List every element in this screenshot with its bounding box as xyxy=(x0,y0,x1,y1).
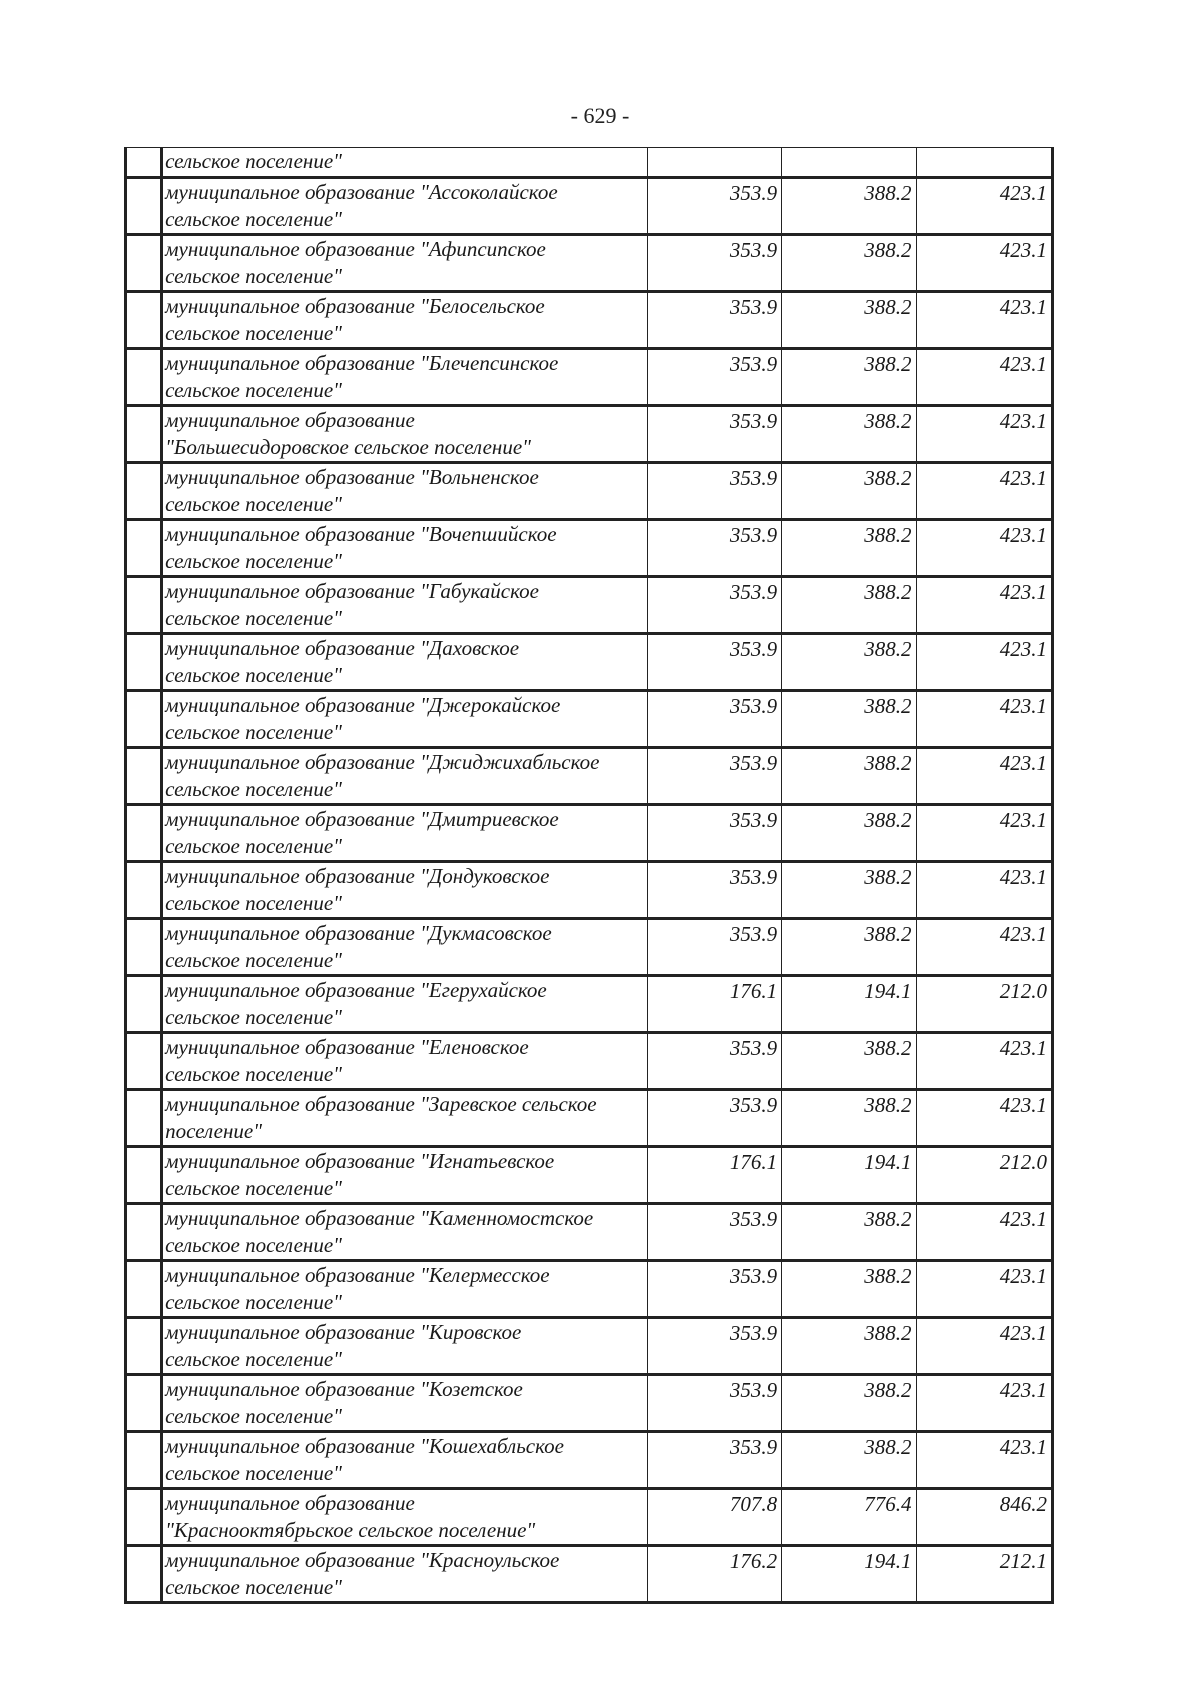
value-cell-3: 212.0 xyxy=(916,1147,1052,1204)
row-name-line: муниципальное образование "Келермесское xyxy=(165,1263,550,1287)
value-cell-1: 353.9 xyxy=(647,691,781,748)
value-cell-3: 423.1 xyxy=(916,577,1052,634)
row-name-line: сельское поселение" xyxy=(165,1347,342,1371)
row-name-cell xyxy=(162,463,648,520)
row-name-line: муниципальное образование "Дмитриевское xyxy=(165,807,559,831)
row-number-cell xyxy=(126,919,162,976)
value-cell-1: 353.9 xyxy=(647,1204,781,1261)
value-cell-3: 423.1 xyxy=(916,1090,1052,1147)
value-cell-1: 353.9 xyxy=(647,577,781,634)
row-number-cell xyxy=(126,1033,162,1090)
row-name-line: муниципальное образование "Афипсипское xyxy=(165,237,546,261)
value-cell-3: 423.1 xyxy=(916,1318,1052,1375)
row-name-line: муниципальное образование "Заревское сельское xyxy=(165,1092,597,1116)
row-number-cell xyxy=(126,178,162,235)
row-name-line: муниципальное образование "Еленовское xyxy=(165,1035,529,1059)
value-cell-2: 194.1 xyxy=(782,976,916,1033)
row-name-cell xyxy=(162,520,648,577)
row-name-line: сельское поселение" xyxy=(165,606,342,630)
value-cell-1: 353.9 xyxy=(647,1090,781,1147)
row-name-cell xyxy=(162,292,648,349)
row-name-line: сельское поселение" xyxy=(165,549,342,573)
value-cell-2 xyxy=(782,148,916,178)
row-name-cell xyxy=(162,349,648,406)
row-name-cell xyxy=(162,748,648,805)
value-cell-1: 353.9 xyxy=(647,748,781,805)
row-number-cell xyxy=(126,1261,162,1318)
value-cell-3: 423.1 xyxy=(916,1033,1052,1090)
table-row xyxy=(126,577,1053,634)
value-cell-2: 388.2 xyxy=(782,1432,916,1489)
value-cell-2: 194.1 xyxy=(782,1546,916,1603)
value-cell-1: 353.9 xyxy=(647,406,781,463)
row-name-line: муниципальное образование "Кошехабльское xyxy=(165,1434,564,1458)
row-name-line: сельское поселение" xyxy=(165,1176,342,1200)
table-row xyxy=(126,1033,1053,1090)
value-cell-2: 388.2 xyxy=(782,1375,916,1432)
row-name-line: сельское поселение" xyxy=(165,264,342,288)
table-row xyxy=(126,1489,1053,1546)
table-body xyxy=(126,148,1053,1603)
row-name-line: сельское поселение" xyxy=(165,663,342,687)
row-name-line: сельское поселение" xyxy=(165,1461,342,1485)
table-row xyxy=(126,178,1053,235)
row-name-cell xyxy=(162,235,648,292)
row-name-line: поселение" xyxy=(165,1119,263,1143)
value-cell-2: 388.2 xyxy=(782,1204,916,1261)
row-name-cell xyxy=(162,1489,648,1546)
table-row xyxy=(126,292,1053,349)
row-number-cell xyxy=(126,862,162,919)
row-number-cell xyxy=(126,1147,162,1204)
table-row xyxy=(126,406,1053,463)
row-name-line: муниципальное образование "Даховское xyxy=(165,636,520,660)
row-name-cell xyxy=(162,634,648,691)
value-cell-3: 423.1 xyxy=(916,235,1052,292)
value-cell-2: 388.2 xyxy=(782,1033,916,1090)
row-name-line: сельское поселение" xyxy=(165,149,342,173)
value-cell-2: 388.2 xyxy=(782,634,916,691)
row-name-line: сельское поселение" xyxy=(165,834,342,858)
row-number-cell xyxy=(126,1090,162,1147)
table-row xyxy=(126,463,1053,520)
value-cell-1: 176.1 xyxy=(647,1147,781,1204)
value-cell-2: 388.2 xyxy=(782,292,916,349)
row-name-line: муниципальное образование "Каменномостское xyxy=(165,1206,594,1230)
row-name-line: сельское поселение" xyxy=(165,1062,342,1086)
row-name-line: муниципальное образование "Красноульское xyxy=(165,1548,560,1572)
value-cell-1: 353.9 xyxy=(647,1318,781,1375)
table-row xyxy=(126,691,1053,748)
row-number-cell xyxy=(126,520,162,577)
value-cell-1: 353.9 xyxy=(647,178,781,235)
row-number-cell xyxy=(126,463,162,520)
row-name-line: муниципальное образование "Вольненское xyxy=(165,465,539,489)
value-cell-2: 194.1 xyxy=(782,1147,916,1204)
table-row xyxy=(126,1204,1053,1261)
value-cell-3: 423.1 xyxy=(916,634,1052,691)
value-cell-2: 388.2 xyxy=(782,805,916,862)
value-cell-3: 423.1 xyxy=(916,406,1052,463)
table-row xyxy=(126,919,1053,976)
row-name-cell xyxy=(162,1432,648,1489)
row-name-line: муниципальное образование "Блечепсинское xyxy=(165,351,559,375)
value-cell-1: 353.9 xyxy=(647,1432,781,1489)
value-cell-3: 423.1 xyxy=(916,178,1052,235)
value-cell-3: 423.1 xyxy=(916,1261,1052,1318)
value-cell-2: 388.2 xyxy=(782,349,916,406)
value-cell-1: 353.9 xyxy=(647,634,781,691)
row-name-line: муниципальное образование "Вочепшийское xyxy=(165,522,557,546)
row-name-cell xyxy=(162,148,648,178)
row-name-cell xyxy=(162,406,648,463)
value-cell-1: 353.9 xyxy=(647,919,781,976)
row-number-cell xyxy=(126,805,162,862)
value-cell-3: 423.1 xyxy=(916,520,1052,577)
table-row xyxy=(126,1090,1053,1147)
value-cell-3: 423.1 xyxy=(916,862,1052,919)
table-row xyxy=(126,1546,1053,1603)
row-number-cell xyxy=(126,1432,162,1489)
value-cell-1: 353.9 xyxy=(647,235,781,292)
row-number-cell xyxy=(126,292,162,349)
row-number-cell xyxy=(126,748,162,805)
value-cell-3: 423.1 xyxy=(916,691,1052,748)
row-name-cell xyxy=(162,1204,648,1261)
row-name-line: муниципальное образование "Игнатьевское xyxy=(165,1149,555,1173)
row-number-cell xyxy=(126,577,162,634)
value-cell-2: 776.4 xyxy=(782,1489,916,1546)
value-cell-3: 423.1 xyxy=(916,1432,1052,1489)
value-cell-1: 353.9 xyxy=(647,862,781,919)
row-name-cell xyxy=(162,805,648,862)
table-row xyxy=(126,1318,1053,1375)
value-cell-2: 388.2 xyxy=(782,691,916,748)
row-name-line: сельское поселение" xyxy=(165,1233,342,1257)
row-name-cell xyxy=(162,1318,648,1375)
row-number-cell xyxy=(126,1375,162,1432)
row-number-cell xyxy=(126,1546,162,1603)
value-cell-1: 176.2 xyxy=(647,1546,781,1603)
value-cell-3: 423.1 xyxy=(916,805,1052,862)
row-name-line: сельское поселение" xyxy=(165,321,342,345)
row-name-line: муниципальное образование "Дукмасовское xyxy=(165,921,552,945)
table-row xyxy=(126,862,1053,919)
value-cell-3: 846.2 xyxy=(916,1489,1052,1546)
row-name-cell xyxy=(162,976,648,1033)
row-number-cell xyxy=(126,634,162,691)
value-cell-2: 388.2 xyxy=(782,748,916,805)
row-name-cell xyxy=(162,691,648,748)
value-cell-1: 353.9 xyxy=(647,1033,781,1090)
row-name-cell xyxy=(162,1546,648,1603)
value-cell-2: 388.2 xyxy=(782,1261,916,1318)
row-name-line: сельское поселение" xyxy=(165,1290,342,1314)
value-cell-2: 388.2 xyxy=(782,1318,916,1375)
value-cell-2: 388.2 xyxy=(782,406,916,463)
row-name-line: сельское поселение" xyxy=(165,948,342,972)
row-number-cell xyxy=(126,976,162,1033)
table-row xyxy=(126,520,1053,577)
row-number-cell xyxy=(126,1489,162,1546)
value-cell-3: 423.1 xyxy=(916,349,1052,406)
value-cell-3: 423.1 xyxy=(916,748,1052,805)
table-row xyxy=(126,148,1053,178)
data-table xyxy=(124,147,1054,1604)
value-cell-1: 353.9 xyxy=(647,1375,781,1432)
row-name-line: муниципальное образование "Джиджихабльское xyxy=(165,750,600,774)
row-number-cell xyxy=(126,1318,162,1375)
value-cell-1: 353.9 xyxy=(647,805,781,862)
value-cell-2: 388.2 xyxy=(782,862,916,919)
table-row xyxy=(126,1375,1053,1432)
value-cell-1 xyxy=(647,148,781,178)
row-number-cell xyxy=(126,1204,162,1261)
row-name-line: муниципальное образование "Козетское xyxy=(165,1377,523,1401)
row-name-line: муниципальное образование "Кировское xyxy=(165,1320,522,1344)
row-number-cell xyxy=(126,148,162,178)
row-name-cell xyxy=(162,1033,648,1090)
value-cell-1: 707.8 xyxy=(647,1489,781,1546)
row-name-line: сельское поселение" xyxy=(165,1404,342,1428)
value-cell-1: 353.9 xyxy=(647,292,781,349)
row-name-line: муниципальное образование "Джерокайское xyxy=(165,693,561,717)
row-name-cell xyxy=(162,1261,648,1318)
row-name-line: "Красноoктябрьское сельское поселение" xyxy=(165,1518,536,1542)
row-name-line: сельское поселение" xyxy=(165,1575,342,1599)
value-cell-2: 388.2 xyxy=(782,178,916,235)
value-cell-2: 388.2 xyxy=(782,463,916,520)
value-cell-1: 353.9 xyxy=(647,520,781,577)
row-name-line: муниципальное образование xyxy=(165,408,415,432)
value-cell-1: 353.9 xyxy=(647,463,781,520)
row-name-line: сельское поселение" xyxy=(165,1005,342,1029)
value-cell-2: 388.2 xyxy=(782,919,916,976)
row-name-line: сельское поселение" xyxy=(165,891,342,915)
table-row xyxy=(126,805,1053,862)
value-cell-2: 388.2 xyxy=(782,1090,916,1147)
row-name-cell xyxy=(162,577,648,634)
row-name-line: муниципальное образование "Дондуковское xyxy=(165,864,550,888)
value-cell-1: 353.9 xyxy=(647,349,781,406)
row-name-line: сельское поселение" xyxy=(165,207,342,231)
table-row xyxy=(126,1147,1053,1204)
value-cell-1: 176.1 xyxy=(647,976,781,1033)
row-name-line: сельское поселение" xyxy=(165,777,342,801)
row-name-cell xyxy=(162,1375,648,1432)
row-number-cell xyxy=(126,235,162,292)
page-number: - 629 - xyxy=(570,103,630,128)
row-name-line: муниципальное образование xyxy=(165,1491,415,1515)
value-cell-3: 423.1 xyxy=(916,1375,1052,1432)
row-name-line: сельское поселение" xyxy=(165,378,342,402)
table-row xyxy=(126,1432,1053,1489)
row-name-line: муниципальное образование "Егерухайское xyxy=(165,978,547,1002)
row-name-cell xyxy=(162,919,648,976)
row-name-line: сельское поселение" xyxy=(165,720,342,744)
value-cell-2: 388.2 xyxy=(782,235,916,292)
value-cell-3 xyxy=(916,148,1052,178)
row-name-cell xyxy=(162,1147,648,1204)
value-cell-2: 388.2 xyxy=(782,577,916,634)
table-row xyxy=(126,748,1053,805)
row-number-cell xyxy=(126,406,162,463)
row-name-line: муниципальное образование "Ассоколайское xyxy=(165,180,558,204)
value-cell-1: 353.9 xyxy=(647,1261,781,1318)
row-name-line: муниципальное образование "Габукайское xyxy=(165,579,539,603)
row-name-line: сельское поселение" xyxy=(165,492,342,516)
table-row xyxy=(126,976,1053,1033)
table-row xyxy=(126,634,1053,691)
value-cell-3: 423.1 xyxy=(916,1204,1052,1261)
row-name-line: "Большесидоровское сельское поселение" xyxy=(165,435,531,459)
table-row xyxy=(126,349,1053,406)
value-cell-3: 423.1 xyxy=(916,463,1052,520)
value-cell-2: 388.2 xyxy=(782,520,916,577)
row-name-line: муниципальное образование "Белосельское xyxy=(165,294,545,318)
row-name-cell xyxy=(162,862,648,919)
table-row xyxy=(126,235,1053,292)
table-row xyxy=(126,1261,1053,1318)
value-cell-3: 423.1 xyxy=(916,292,1052,349)
row-name-cell xyxy=(162,1090,648,1147)
row-number-cell xyxy=(126,349,162,406)
value-cell-3: 212.0 xyxy=(916,976,1052,1033)
value-cell-3: 212.1 xyxy=(916,1546,1052,1603)
row-name-cell xyxy=(162,178,648,235)
value-cell-3: 423.1 xyxy=(916,919,1052,976)
row-number-cell xyxy=(126,691,162,748)
